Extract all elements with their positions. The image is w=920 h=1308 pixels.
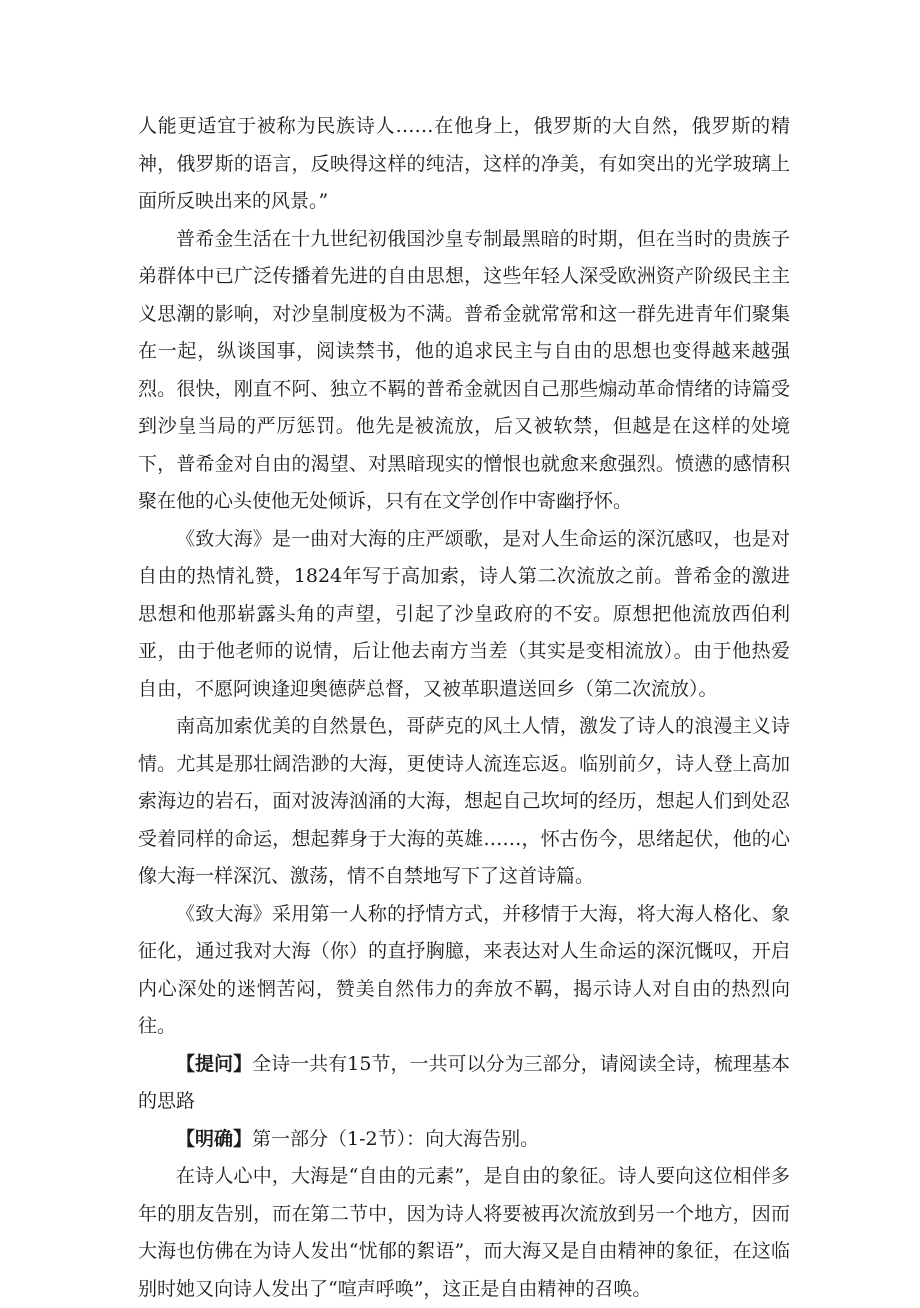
- document-body: [138, 108, 790, 1308]
- paragraph-lyric-method: 《致大海》采用第一人称的抒情方式，并移情于大海，将大海人格化、象征化，通过我对大海（你）的直抒胸臆，来表达对人生命运的深沉慨叹，开启内心深处的迷惘苦闷，赞美自然伟力的奔放不羁，揭示诗人对自由的热烈向往。: [138, 902, 790, 1037]
- paragraph-clarify: [138, 1121, 790, 1159]
- paragraph-quote-end: 人能更适宜于被称为民族诗人……在他身上，俄罗斯的大自然，俄罗斯的精神，俄罗斯的语言，反映得这样的纯洁，这样的净美，有如突出的光学玻璃上面所反映出来的风景。”: [138, 115, 790, 212]
- paragraph-pushkin-life: 普希金生活在十九世纪初俄国沙皇专制最黑暗的时期，但在当时的贵族子弟群体中已广泛传播着先进的自由思想，这些年轻人深受欧洲资产阶级民主主义思潮的影响，对沙皇制度极为不满。普希金就常常和这一群先进青年们聚集在一起，纵谈国事，阅读禁书，他的追求民主与自由的思想也变得越来越强烈。很快，刚直不阿、独立不羁的普希金就因自己那些煽动革命情绪的诗篇受到沙皇当局的严厉惩罚。他先是被流放，后又被软禁，但越是在这样的处境下，普希金对自由的渴望、对黑暗现实的憎恨也就愈来愈强烈。愤懑的感情积聚在他的心头使他无处倾诉，只有在文学创作中寄幽抒怀。: [138, 227, 790, 512]
- paragraph-caucasus-scenery: 南高加索优美的自然景色，哥萨克的风土人情，激发了诗人的浪漫主义诗情。尤其是那壮阔浩渺的大海，更使诗人流连忘返。临别前夕，诗人登上高加索海边的岩石，面对波涛汹涌的大海，想起自己坎坷的经历，想起人们到处忍受着同样的命运，想起葬身于大海的英雄……，怀古伤今，思绪起伏，他的心像大海一样深沉、激荡，情不自禁地写下了这首诗篇。: [138, 715, 790, 887]
- paragraph-poem-background: 《致大海》是一曲对大海的庄严颂歌，是对人生命运的深沉感叹，也是对自由的热情礼赞，1824年写于高加索，诗人第二次流放之前。普希金的激进思想和他那崭露头角的声望，引起了沙皇政府的不安。原想把他流放西伯利亚，由于他老师的说情，后让他去南方当差（其实是变相流放）。由于他热爱自由，不愿阿谀逢迎奥德萨总督，又被革职遣送回乡（第二次流放）。: [138, 527, 790, 700]
- clarify-text: 第一部分（1-2节）：向大海告别。: [252, 1127, 540, 1150]
- question-label: 【提问】: [176, 1052, 253, 1075]
- paragraph-question: [138, 1046, 790, 1121]
- question-text: 全诗一共有15节，一共可以分为三部分，请阅读全诗，梳理基本的思路: [138, 1052, 790, 1112]
- clarify-label: 【明确】: [176, 1127, 253, 1150]
- paragraph-sea-symbol: 在诗人心中，大海是“自由的元素”，是自由的象征。诗人要向这位相伴多年的朋友告别，而在第二节中，因为诗人将要被再次流放到另一个地方，因而大海也仿佛在为诗人发出“忧郁的絮语”，而大海又是自由精神的象征，在这临别时她又向诗人发出了“喧声呼唤”，这正是自由精神的召唤。: [138, 1165, 790, 1300]
